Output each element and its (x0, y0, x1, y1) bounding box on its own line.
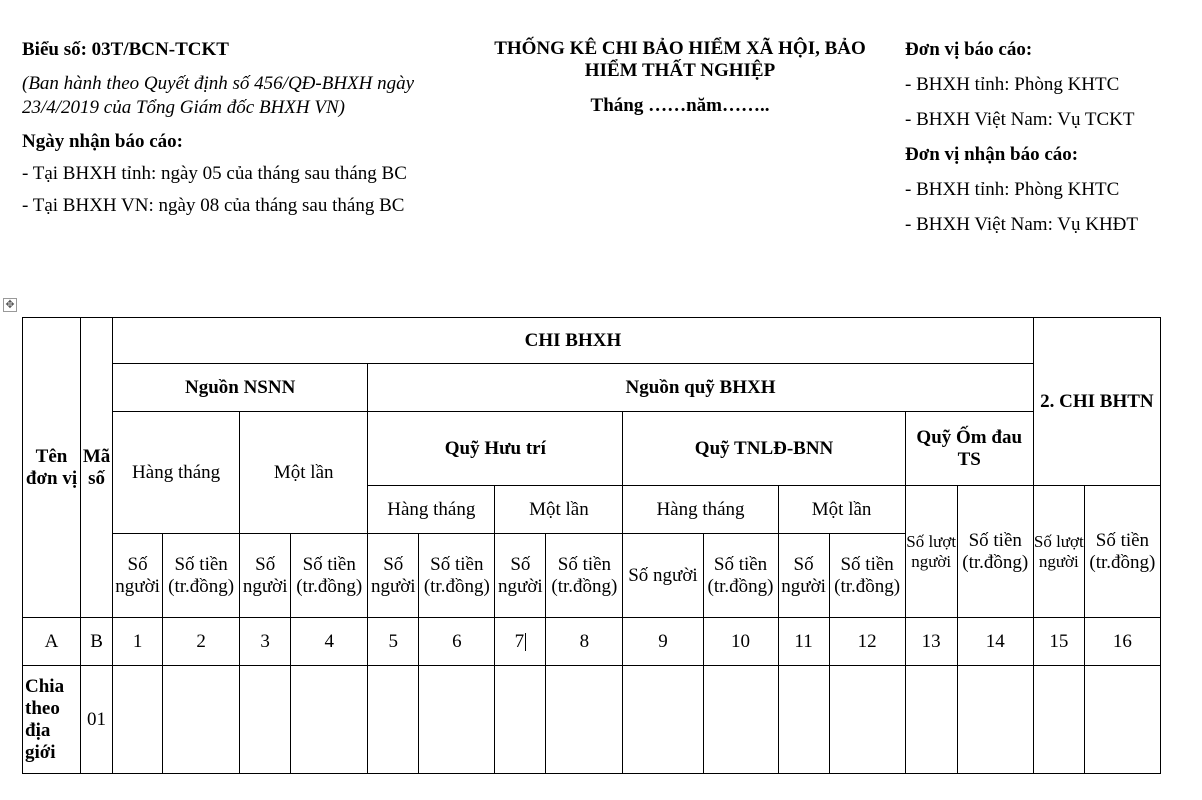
data-cell[interactable] (703, 666, 778, 774)
header-quy-huu-tri: Quỹ Hưu trí (368, 412, 623, 486)
text-cursor (525, 633, 526, 651)
data-cell[interactable] (240, 666, 291, 774)
header-tnld-hang-thang: Hàng tháng (623, 486, 778, 534)
header-so-tien: Số tiền (tr.đồng) (419, 534, 495, 618)
header-so-tien: Số tiền (tr.đồng) (703, 534, 778, 618)
data-cell[interactable] (495, 666, 546, 774)
col-header-code: Mã số (81, 318, 113, 618)
col-header-unit-name: Tên đơn vị (23, 318, 81, 618)
header-so-tien: Số tiền (tr.đồng) (829, 534, 905, 618)
col-index: A (23, 618, 81, 666)
header-tnld-mot-lan: Một lần (778, 486, 905, 534)
reporting-unit-provincial: - BHXH tỉnh: Phòng KHTC (905, 74, 1120, 95)
header-left (22, 38, 472, 228)
reporting-unit-title: Đơn vị báo cáo: (905, 39, 1033, 60)
header-bhtn-so-luot-nguoi: Số lượt người (1033, 486, 1084, 618)
col-index: 14 (957, 618, 1033, 666)
data-cell[interactable] (163, 666, 240, 774)
data-cell[interactable] (1033, 666, 1084, 774)
header-so-nguoi: Số người (113, 534, 163, 618)
header-center (470, 38, 890, 118)
data-cell[interactable] (623, 666, 703, 774)
header-chi-bhtn: 2. CHI BHTN (1033, 318, 1160, 486)
header-bhtn-so-tien: Số tiền (tr.đồng) (1084, 486, 1160, 618)
header-so-nguoi: Số người (368, 534, 419, 618)
report-period: Tháng ……năm…….. (590, 95, 770, 116)
col-index: 1 (113, 618, 163, 666)
header-chi-bhxh: CHI BHXH (113, 318, 1034, 364)
col-index: 10 (703, 618, 778, 666)
statistics-table (22, 317, 1161, 774)
header-om-dau-so-luot-nguoi: Số lượt người (905, 486, 957, 618)
receive-date-national: - Tại BHXH VN: ngày 08 của tháng sau tháng BC (22, 195, 405, 216)
data-cell[interactable] (291, 666, 368, 774)
data-cell[interactable] (778, 666, 829, 774)
header-so-tien: Số tiền (tr.đồng) (163, 534, 240, 618)
col-index: 2 (163, 618, 240, 666)
receive-date-provincial: - Tại BHXH tỉnh: ngày 05 của tháng sau tháng BC (22, 163, 407, 184)
col-index: 16 (1084, 618, 1160, 666)
data-cell[interactable] (419, 666, 495, 774)
col-index: 4 (291, 618, 368, 666)
decision-note: (Ban hành theo Quyết định số 456/QĐ-BHXH ngày 23/4/2019 của Tổng Giám đốc BHXH VN) (22, 73, 415, 118)
header-nsnn-hang-thang: Hàng tháng (113, 412, 240, 534)
data-cell[interactable] (113, 666, 163, 774)
header-quy-tnld-bnn: Quỹ TNLĐ-BNN (623, 412, 905, 486)
header-nsnn-mot-lan: Một lần (240, 412, 368, 534)
header-huu-tri-mot-lan: Một lần (495, 486, 623, 534)
reporting-unit-national: - BHXH Việt Nam: Vụ TCKT (905, 109, 1135, 130)
column-index-row (23, 618, 1161, 666)
header-nguon-quy-bhxh: Nguồn quỹ BHXH (368, 364, 1034, 412)
header-huu-tri-hang-thang: Hàng tháng (368, 486, 495, 534)
data-cell[interactable] (546, 666, 623, 774)
col-index: B (81, 618, 113, 666)
receiving-unit-title: Đơn vị nhận báo cáo: (905, 144, 1079, 165)
header-so-nguoi: Số người (623, 534, 703, 618)
table-move-handle-icon[interactable]: ✥ (3, 298, 17, 312)
col-index: 13 (905, 618, 957, 666)
header-quy-om-dau: Quỹ Ốm đau TS (905, 412, 1033, 486)
header-nguon-nsnn: Nguồn NSNN (113, 364, 368, 412)
receive-date-title: Ngày nhận báo cáo: (22, 131, 183, 152)
col-index: 7 (514, 630, 525, 652)
header-so-nguoi: Số người (240, 534, 291, 618)
row-code[interactable]: 01 (81, 666, 113, 774)
row-label[interactable]: Chia theo địa giới (23, 666, 81, 774)
data-cell[interactable] (368, 666, 419, 774)
header-so-tien: Số tiền (tr.đồng) (546, 534, 623, 618)
form-code: Biểu số: 03T/BCN-TCKT (22, 39, 229, 60)
col-index: 9 (623, 618, 703, 666)
header-right (905, 38, 1190, 248)
col-index-with-cursor[interactable] (495, 618, 546, 666)
header-so-tien: Số tiền (tr.đồng) (291, 534, 368, 618)
col-index: 5 (368, 618, 419, 666)
data-cell[interactable] (957, 666, 1033, 774)
col-index: 11 (778, 618, 829, 666)
header-om-dau-so-tien: Số tiền (tr.đồng) (957, 486, 1033, 618)
data-cell[interactable] (1084, 666, 1160, 774)
col-index: 8 (546, 618, 623, 666)
col-index: 6 (419, 618, 495, 666)
header-so-nguoi: Số người (495, 534, 546, 618)
header-so-nguoi: Số người (778, 534, 829, 618)
receiving-unit-provincial: - BHXH tỉnh: Phòng KHTC (905, 179, 1120, 200)
col-index: 3 (240, 618, 291, 666)
data-cell[interactable] (905, 666, 957, 774)
data-cell[interactable] (829, 666, 905, 774)
receiving-unit-national: - BHXH Việt Nam: Vụ KHĐT (905, 214, 1139, 235)
col-index: 15 (1033, 618, 1084, 666)
report-title: THỐNG KÊ CHI BẢO HIỂM XÃ HỘI, BẢO HIỂM THẤT NGHIỆP (494, 38, 866, 81)
col-index: 12 (829, 618, 905, 666)
table-row (23, 666, 1161, 774)
